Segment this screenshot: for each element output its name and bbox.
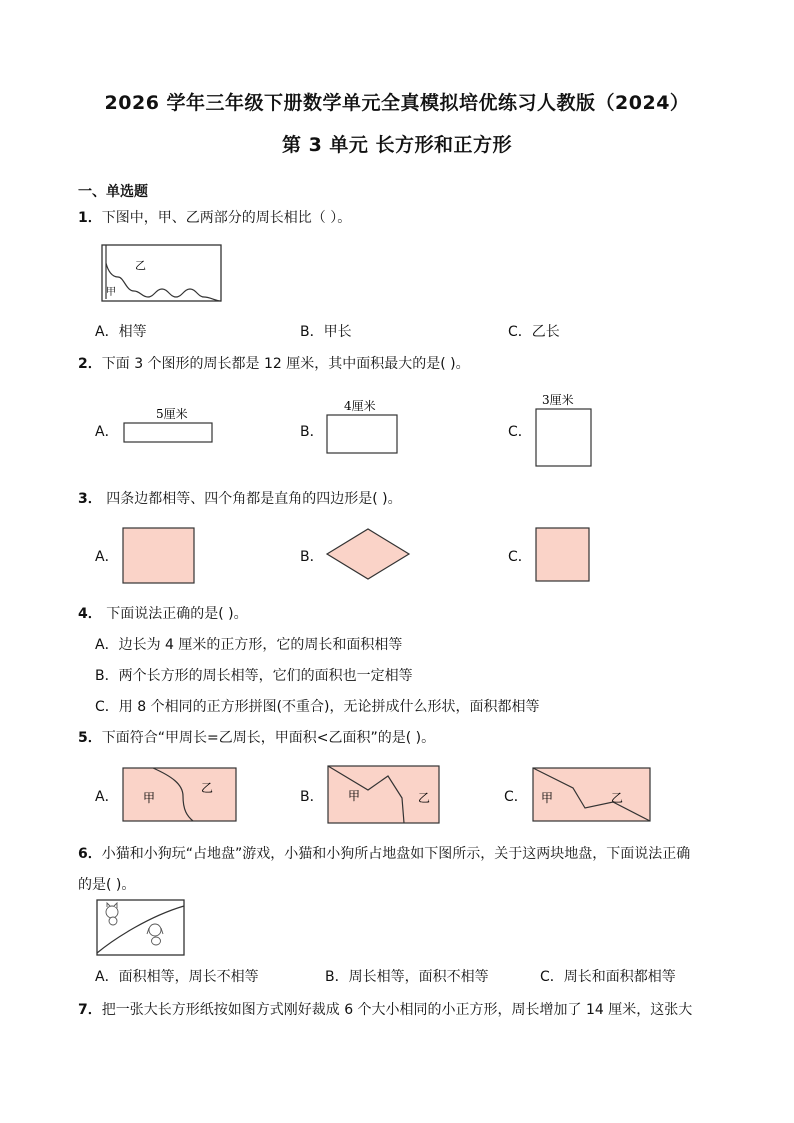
q5-figure-a [121,766,239,824]
figure-label-jia: 甲 [348,789,361,803]
figure-label-yi: 乙 [611,791,624,805]
section-heading: 一、单选题 [78,184,148,200]
option-c[interactable]: C．周长和面积都相等 [540,969,676,985]
q2-figure-c [534,390,596,470]
figure-label-jia: 甲 [541,791,554,805]
figure-label: 4厘米 [344,399,376,413]
option-a[interactable]: A． [95,789,119,805]
question-text: 下面符合“甲周长=乙周长，甲面积<乙面积”的是( )。 [101,730,436,746]
question-text: 把一张大长方形纸按如图方式刚好裁成 6 个大小相同的小正方形，周长增加了 14 厘米，这张大 [101,1002,693,1018]
figure-label: 3厘米 [542,393,574,407]
option-c[interactable]: C． [508,424,532,440]
q1-figure [100,243,224,303]
question-7 [78,999,692,1019]
option-b[interactable]: B． [300,549,324,565]
question-2 [78,353,470,373]
option-b[interactable]: B． [300,424,324,440]
question-4 [78,603,248,623]
q3-figure-c [534,526,592,584]
figure-label-yi: 乙 [201,781,214,795]
question-number: 5． [78,730,102,746]
option-c[interactable]: C．乙长 [508,324,560,340]
question-number: 7． [78,1002,102,1018]
option-a[interactable]: A．面积相等，周长不相等 [95,969,259,985]
option-a[interactable]: A．边长为 4 厘米的正方形，它的周长和面积相等 [95,637,403,653]
option-b[interactable]: B．两个长方形的周长相等，它们的面积也一定相等 [95,668,413,684]
option-c[interactable]: C． [508,549,532,565]
page-title: 2026 学年三年级下册数学单元全真模拟培优练习人教版（2024） [104,92,690,114]
q3-figure-b [324,526,412,582]
question-6 [78,843,690,863]
option-c[interactable]: C． [504,789,528,805]
q2-figure-b [325,396,403,458]
q5-figure-c [531,766,653,824]
question-text: 下面说法正确的是( )。 [101,606,248,622]
option-b[interactable]: B．周长相等，面积不相等 [325,969,489,985]
option-c[interactable]: C．用 8 个相同的正方形拼图(不重合)，无论拼成什么形状，面积都相等 [95,699,540,715]
question-number: 3． [78,491,102,507]
question-6-line-2: 的是( )。 [78,877,136,893]
question-number: 6． [78,846,102,862]
option-a[interactable]: A．相等 [95,324,147,340]
question-number: 4． [78,606,102,622]
question-number: 1． [78,210,102,226]
option-a[interactable]: A． [95,424,119,440]
option-a[interactable]: A． [95,549,119,565]
question-text: 四条边都相等、四个角都是直角的四边形是( )。 [101,491,402,507]
q2-figure-a [122,404,216,446]
question-text: 小猫和小狗玩“占地盘”游戏，小猫和小狗所占地盘如下图所示，关于这两块地盘，下面说法正确 [101,846,691,862]
question-3 [78,488,402,508]
q6-figure [95,898,187,958]
option-b[interactable]: B．甲长 [300,324,352,340]
q5-figure-b [326,764,442,826]
figure-label-yi: 乙 [418,791,431,805]
question-number: 2． [78,356,102,372]
figure-label-jia: 甲 [106,287,116,298]
figure-label: 5厘米 [156,407,188,421]
figure-label-yi: 乙 [135,259,146,272]
q3-figure-a [121,526,197,586]
question-text: 下图中，甲、乙两部分的周长相比（ ）。 [101,210,352,226]
question-5 [78,727,435,747]
page-subtitle: 第 3 单元 长方形和正方形 [281,134,513,156]
figure-label-jia: 甲 [143,791,156,805]
question-1 [78,207,351,227]
question-text: 下面 3 个图形的周长都是 12 厘米，其中面积最大的是( )。 [101,356,470,372]
option-b[interactable]: B． [300,789,324,805]
